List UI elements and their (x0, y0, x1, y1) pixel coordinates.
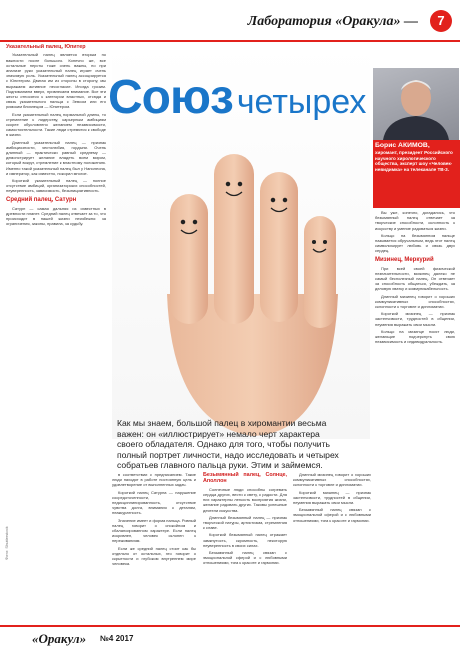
paragraph: в соответствии с предписанием. Такие люди находят в работе постоянную цель и удовлетворение от выполненных задач. (112, 472, 196, 488)
paragraph: Длинный безымянный палец — признак творческой натуры, артистизма, стремления к славе. (203, 514, 287, 531)
photo-caption: Как мы знаем, большой палец в хиромантии весьма важен: он «иллюстрирует» немало черт характера своего обладателя. Однако для того, чтобы получить полный портрет личности, надо исследовать и четырех собратьев главного пальца руки. Этим и займемся. (117, 418, 339, 471)
left-column (6, 44, 106, 622)
expert-description: хиромант, президент Российского научного хирологического общества, эксперт шоу «Человек-невидимка» на телеканале ТВ-3. (375, 150, 453, 172)
paragraph: Короткий палец Сатурна — нарушение сосредоточенности, недисциплинированность, отсутствие чувства долга, внимания к деталям, неаккуратность. (112, 489, 196, 516)
expert-info (373, 140, 460, 208)
paragraph: Короткий указательный палец — полное отсутствие амбиций, организаторских способностей, неуверенность, зависимость, безынициативность. (6, 178, 106, 194)
page-footer (0, 625, 460, 649)
middle-left-column (112, 472, 196, 622)
expert-portrait (373, 68, 459, 140)
paragraph: Длинный указательный палец — признак амбициозности, честолюбия, гордыни. Очень длинный — практически равный среднему — демонстрирует желание владеть всем миром, который вокруг, стремление к властному положению. Именно такой указательный палец был у Наполеона, и император, как известно, покорил многое. (6, 139, 106, 176)
paragraph: Короткий мизинец — признак застенчивости, трудностей в общении, неумения выражать свои мысли. (375, 311, 455, 327)
ring-finger-shape (260, 172, 298, 322)
portrait-illustration (373, 68, 459, 140)
photo-credit: Фото: Shutterstock (4, 526, 9, 560)
right-column (375, 210, 455, 620)
subhead-index-finger: Указательный палец, Юпитер (6, 44, 86, 50)
page-number: 7 (430, 10, 452, 32)
paragraph: Кольцо на безымянном пальце называется обручальным, ведь этот палец символизирует любовь и связь двух сердец. (375, 232, 455, 254)
subhead-little-finger: Мизинец, Меркурий (375, 256, 434, 263)
page-header (0, 0, 460, 42)
paragraph: Безымянный палец связан с эмоциональной сферой и с любовными отношениями, тяга к красоте и гармонии. (203, 550, 287, 566)
paragraph: Длинный мизинец говорит о хороших коммуникативных способностях, склонности к торговле и дипломатии. (293, 472, 371, 488)
paragraph: Значение имеет и форма пальца. Ровный палец говорит о спокойном и сбалансированном характере. Если палец искривлен, человек склонен к переживаниям. (112, 517, 196, 544)
issue-number: №4 2017 (100, 634, 134, 643)
paragraph: Солнечные люди способны согревать сердца других, вести к свету, к радости. Для них характерны легкость восприятия жизни, желание радовать других. Таковы успешные деятели искусства. (203, 486, 287, 513)
paragraph: Указательный палец является вторым по важности после большого. Конечно же, все остальные персты тоже очень важны, но при анализе руки указательный палец играет очень значимую роль. Указательный палец ассоциируется с Юпитером. Двигая им из стороны в сторону, мы выражаем активное несогласие. Иногда грозим. Подниманием вверх, привлекаем внимание. Все эти жесты относятся к категории властных, отсюда и связь указательного пальца с Зевсом или его римским близнецом — Юпитером. (6, 52, 106, 110)
subhead-ring-finger: Безымянный палец, Солнце, Аполлон (203, 472, 287, 485)
middle-right-column (203, 472, 287, 622)
paragraph: Если указательный палец нормальной длины, то стремление к лидерству, карьерным амбициям скорее обусловлено желанием независимости, самостоятельности. Такие люди стремятся к свободе в жизни. (6, 111, 106, 138)
headline-word-1: Союз (108, 71, 233, 124)
paragraph: Короткий мизинец — признак застенчивости, трудностей в общении, неумения выражать свои мысли. (293, 489, 371, 506)
expert-name: Борис АКИМОВ, (375, 142, 430, 149)
paragraph: Если же средний палец стоит как бы отдельно от остальных, это говорит о скрытности и глубоком внутреннем мире человека. (112, 545, 196, 567)
index-finger-shape (170, 194, 208, 324)
paragraph: Сатурн — самая дальняя из известных в древности планет. Средний палец отвечает за то, что происходит в нашей жизни неизбежно: за ограничения, законы, правила, за судьбу. (6, 205, 106, 227)
paragraph: Кольцо на мизинце носят люди, желающие подчеркнуть свою независимость и индивидуальность. (375, 328, 455, 345)
paragraph: Длинный мизинец говорит о хороших коммуникативных способностях, склонности к торговле и дипломатии. (375, 293, 455, 310)
magazine-brand: «Оракул» (32, 631, 87, 646)
middle-third-column (293, 472, 371, 622)
subhead-middle-finger: Средний палец, Сатурн (6, 196, 77, 203)
paragraph: Короткий безымянный палец отражает замкнутость, скромность, некоторую неуверенность в своих силах. (203, 532, 287, 548)
section-title: Лаборатория «Оракула» — (247, 14, 418, 29)
headline (108, 70, 366, 125)
middle-finger-shape (214, 154, 254, 324)
little-finger-shape (304, 216, 336, 328)
paragraph: Безымянный палец связан с эмоциональной сферой и с любовными отношениями, тяга к красоте и гармонии. (293, 507, 371, 523)
headline-word-2: четырех (236, 83, 367, 121)
paragraph: При всей своей физической незначительности, мизинец далеко не самый бесполезный палец. Он отвечает за способность общаться, убеждать, за деловую хватку и коммуникабельность. (375, 265, 455, 292)
paragraph: Вы уже, конечно, догадались, что безымянный палец отвечает за творческие способности, склонность к искусству и умение радоваться жизни. (375, 210, 455, 231)
